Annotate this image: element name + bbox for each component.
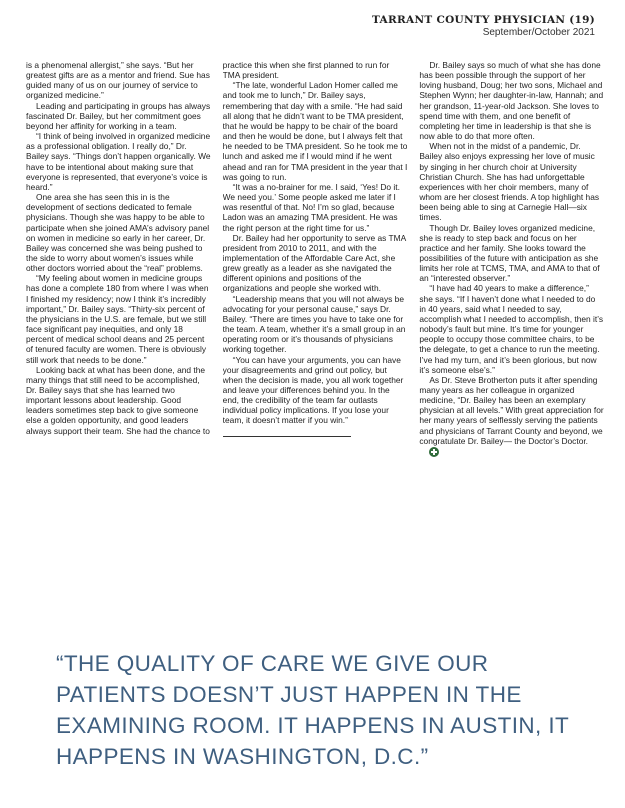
- paragraph: Dr. Bailey says so much of what she has done has been possible through the support of her loving husband, Doug; her two sons, Michael and Stephen Wynn; her daughter-in-law, Hannah; and her grandson, 11-year-old Jackson. She loves to spend time with them, and one benefit of completing her time in leadership is that she is now able to do that more often.: [419, 60, 604, 142]
- paragraph: “My feeling about women in medicine groups has done a complete 180 from where I was when I finished my residency; now I think it’s incredibly important,” Dr. Bailey says. “Thirty-six percent of the physicians in the U.S. are female, but we still face significant pay inequities, and only 18 percent of medical school deans and 25 percent of tenured faculty are women. There is obviously still work that needs to be done.”: [26, 273, 209, 365]
- paragraph: When not in the midst of a pandemic, Dr. Bailey also enjoys expressing her love of music by singing in her church choir at University Christian Church. She has had unforgettable experiences with her choir members, many of whom are her closest friends. A top highlight has been being able to sing at Carnegie Hall—six times.: [419, 141, 600, 223]
- paragraph: One area she has seen this in is the development of sections dedicated to female physicians. Though she was happy to be able to participate when she joined AMA’s advisory panel on women in medicine so early in her career, Dr. Bailey was concerned she was being pushed to the side to worry about women’s issues while other doctors worried about the “real” problems.: [26, 192, 210, 274]
- paragraph: Leading and participating in groups has always fascinated Dr. Bailey, but her commitment goes beyond her affinity for working in a team.: [26, 100, 211, 131]
- tcms-logo-icon: [429, 447, 439, 457]
- column-end-rule: [223, 436, 351, 437]
- paragraph: Dr. Bailey had her opportunity to serve as TMA president from 2010 to 2011, and with the implementation of the Affordable Care Act, she grew greatly as a leader as she navigated the different opinions and positions of the organizations and people she worked with.: [222, 232, 406, 294]
- page-header: [372, 14, 595, 38]
- article-body: [26, 60, 604, 622]
- pull-quote: “THE QUALITY OF CARE WE GIVE OUR PATIENTS DOESN’T JUST HAPPEN IN THE EXAMINING ROOM. IT HAPPENS IN AUSTIN, IT HAPPENS IN WASHINGTON, D.C.”: [56, 651, 569, 769]
- paragraph: “I think of being involved in organized medicine as a professional obligation. I really do,” Dr. Bailey says. “Things don’t happen organically. We have to be intentional about making sure that everyone is represented, that everyone’s voice is heard.”: [26, 131, 211, 192]
- paragraph: “I have had 40 years to make a difference,” she says. “If I haven’t done what I needed to do in 40 years, said what I needed to say, accomplish what I needed to accomplish, then it’s nobody’s fault but mine. It’s time for younger people to occupy those committee chairs, to be the delegate, to get a chance to run the meeting. I’ve had my turn, and it’s been glorious, but now it’s someone else’s.”: [419, 283, 604, 375]
- paragraph: “The late, wonderful Ladon Homer called me and took me to lunch,” Dr. Bailey says, remembering that day with a smile. “He had said all along that he didn’t want to be TMA president, that he would be happy to be chair of the board and then he would be done, but I always felt that he needed to be TMA president. So he took me to lunch and asked me if I would mind if he went ahead and ran for TMA president in the year that I was going to run.: [222, 80, 408, 182]
- issue-date: September/October 2021: [482, 27, 595, 38]
- paragraph: Looking back at what has been done, and the many things that still need to be accomplished, Dr. Bailey says that she has learned two important lessons about leadership. Good leaders sometimes step back to give someone else a golden opportunity, and good leaders always support their team. She had the chance to: [26, 364, 210, 436]
- paragraph: practice this when she first planned to run for TMA president.: [222, 60, 390, 81]
- column-3: [419, 60, 604, 622]
- paragraph: “You can have your arguments, you can have your disagreements and grind out policy, but when the decision is made, you all work together and leave your differences behind you. In the end, the credibility of the team far outlasts individual policy implications. If you lose your team, it doesn’t matter if you win.”: [222, 354, 404, 426]
- column-1: [26, 60, 211, 622]
- column-2: [223, 60, 408, 622]
- paragraph: Though Dr. Bailey loves organized medicine, she is ready to step back and focus on her practice and her family. She looks toward the possibilities of the future with anticipation as she limits her role at TCMS, TMA, and AMA to that of an “interested observer.”: [419, 222, 600, 284]
- paragraph: “Leadership means that you will not always be advocating for your personal cause,” says Dr. Bailey. “There are times you have to take one for the team. A team, whether it’s a small group in an operating room or it’s thousands of physicians working together.: [222, 293, 406, 355]
- paragraph: “It was a no-brainer for me. I said, ‘Yes! Do it. We need you.’ Some people asked me later if I was resentful of that. No! I’m so glad, because Ladon was an amazing TMA president. He was the right person at the right time for us.”: [222, 181, 400, 233]
- paragraph: is a phenomenal allergist,” she says. “But her greatest gifts are as a mentor and friend. Sue has guided many of us on our journey of service to organized medicine.”: [26, 60, 210, 101]
- magazine-title: TARRANT COUNTY PHYSICIAN (19): [372, 14, 595, 26]
- paragraph: As Dr. Steve Brotherton puts it after spending many years as her colleague in organized medicine, “Dr. Bailey has been an exemplary physician at all levels.” With great appreciation for her many years of selflessly serving the patients and physicians of Tarrant County and beyond, we congratulate Dr. Bailey— the Doctor’s Doctor.: [419, 375, 604, 457]
